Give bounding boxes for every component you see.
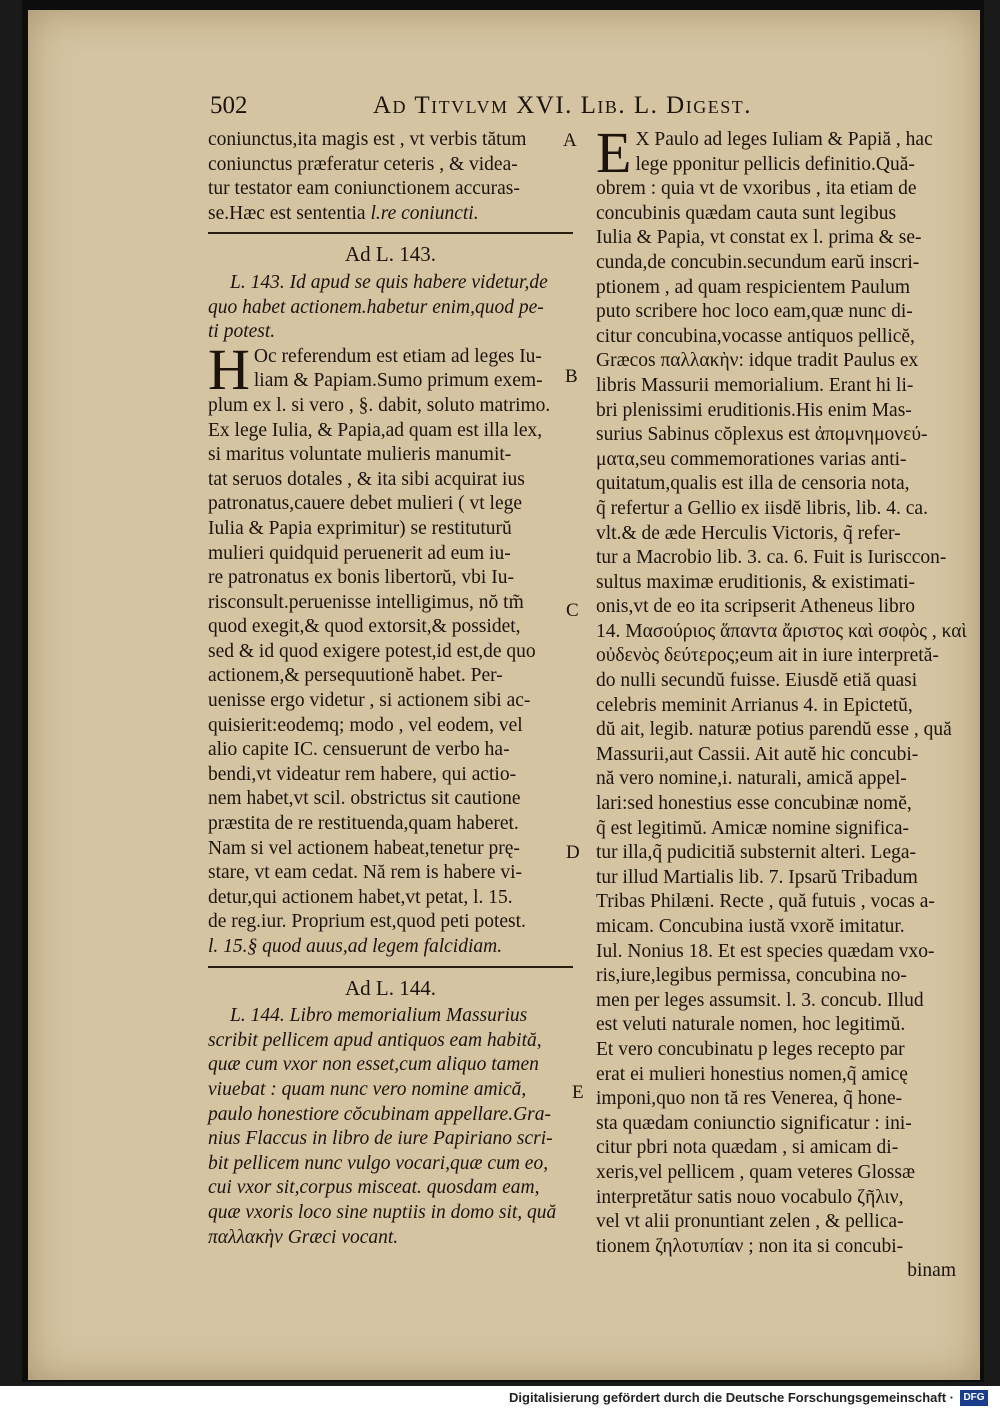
funding-notice: Digitalisierung gefördert durch die Deutsche Forschungsgemeinschaft · [509,1390,954,1405]
text-line: ris,iure,legibus permissa, concubina no- [596,965,907,987]
text-line: quisierit:eodemq; modo , vel eodem, vel [208,714,523,736]
text-line: bendi,vt videatur rem habere, qui actio- [208,763,517,785]
section-rule [208,966,573,968]
lemma-line: scribit pellicem apud antiquos eam habită, [208,1029,542,1051]
text-line: plum ex l. si vero , §. dabit, soluto matrimo. [208,394,551,416]
text-line: micam. Concubina iustă vxorĕ imitatur. [596,916,905,937]
text-line: l. 15.§ quod auus,ad legem falcidiam. [208,936,503,957]
lemma-line: paulo honestiore cŏcubinam appellare.Gra- [208,1103,552,1125]
text-line: puto scribere hoc loco eam,quæ nunc di- [596,301,913,323]
text-line: detur,qui actionem habet,vt petat, l. 15. [208,886,513,908]
text-line: bri plenissimi eruditionis.His enim Mas- [596,399,912,421]
text-line: ματα,seu commemorationes varias anti- [596,448,907,470]
text-line: concubinis quædam cauta sunt legibus [596,202,897,224]
dfg-logo: DFG [960,1390,988,1406]
text-line: οὐδενὸς δεύτερος;eum ait in iure interpretă- [596,645,939,667]
margin-letter-e: E [572,1082,584,1103]
book-page [28,10,980,1380]
section-heading-144: Ad L. 144. [345,975,436,1000]
text-line: sultus maximæ eruditionis, & existimati- [596,571,916,593]
lemma-line: quo habet actionem.habetur enim,quod pe- [208,296,544,318]
text-line: alio capite IC. censuerunt de verbo ha- [208,739,510,761]
text-line: quitatum,qualis est illa de censoria nota, [596,473,910,495]
text-line: actionem,& persequutionĕ habet. Per- [208,665,503,687]
text-line: do nulli secundŭ fuisse. Eiusdĕ etiă quasi [596,670,918,692]
text-line: vel vt alii pronuntiant zelen , & pellica- [596,1211,904,1233]
text-line: lari:sed honestius esse concubinæ nomĕ, [596,793,912,815]
text-line: Iulia & Papia, vt constat ex l. prima & se- [596,227,922,249]
lemma-line: quæ cum vxor non esset,cum aliquo tamen [208,1054,539,1076]
lemma-line: nius Flaccus in libro de iure Papiriano scri- [208,1128,553,1150]
text-line: coniunctus,ita magis est , vt verbis tătum [208,129,527,150]
text-line: q̃ est legitimŭ. Amicæ nomine significa- [596,817,910,839]
lemma-line: viuebat : quam nunc vero nomine amică, [208,1078,527,1100]
text-line: si maritus voluntate mulieris manumit- [208,444,512,466]
drop-cap: E [596,120,632,185]
text-line: lege pponitur pellicis definitio.Quă- [635,153,915,175]
text-line: liam & Papiam.Sumo primum exem- [253,370,543,392]
footer-bar [0,1386,1000,1412]
text-line: tur illud Martialis lib. 7. Ipsarŭ Tribadum [596,866,918,888]
lemma-line: cui vxor sit,corpus misceat. quosdam eam, [208,1177,540,1199]
text-line: cunda,de concubin.secundum earŭ inscri- [596,251,920,273]
lemma-line: quæ vxoris loco sine nuptiis in domo sit, quă [208,1201,557,1223]
text-line: surius Sabinus cŏplexus est ἀπομνημονεύ- [596,424,928,446]
text-line: mulieri quidquid peruenerit ad eum iu- [208,542,511,564]
text-line: Græcos παλλακὴν: idque tradit Paulus ex [596,350,919,372]
text-line: celebris meminit Arrianus 4. in Epictetŭ, [596,694,913,716]
text-line: libris Massurii memorialium. Erant hi li- [596,374,914,396]
text-line: stare, vt eam cedat. Nă rem is habere vi- [208,862,523,884]
text-line: se.Hæc est sententia l.re coniuncti. [208,202,479,224]
text-line: tat seruos dotales , & ita sibi acquirat ius [208,468,525,490]
text-line: vlt.& de æde Herculis Victoris, q̃ refer- [596,522,901,544]
text-line: X Paulo ad leges Iuliam & Papiă , hac [635,129,933,150]
text-line: Iulia & Papia exprimitur) se restituturŭ [208,517,512,539]
text-line: patronatus,cauere debet mulieri ( vt lege [208,493,523,515]
right-column [596,120,967,1284]
text-line: Oc referendum est etiam ad leges Iu- [253,345,542,367]
text-line: obrem : quia vt de vxoribus , ita etiam de [596,178,917,200]
text-line: citur pbri nota quædam , si amicam di- [596,1137,899,1159]
text-line: xeris,vel pellicem , quam veteres Glossæ [596,1161,915,1183]
lemma-line: bit pellicem nunc vulgo vocari,quæ cum eo, [208,1152,549,1174]
text-line: sta quædam coniunctio significatur : ini- [596,1112,912,1134]
text-line: imponi,quo non tă res Venerea, q̃ hone- [596,1088,903,1110]
text-line: sed & id quod exigere potest,id est,de quo [208,640,536,662]
text-line: dŭ ait, legib. naturæ potius parendŭ esse , quă [596,719,952,741]
text-line: Ex lege Iulia, & Papia,ad quam est illa lex, [208,419,543,441]
page-number: 502 [210,92,248,119]
text-line: tur a Macrobio lib. 3. ca. 6. Fuit is Iurisccon- [596,547,947,569]
text-line: Tribas Philæni. Recte , quă futuis , vocas a- [596,891,935,913]
margin-letter-a: A [563,130,577,151]
text-line: præstita de re restituenda,quam haberet. [208,813,519,835]
text-line: Iul. Nonius 18. Et est species quædam vxo- [596,940,935,962]
text-line: tur illa,q̃ pudicitiă substernit alteri. Lega- [596,842,917,864]
body-143 [208,336,573,960]
margin-letter-b: B [565,366,578,387]
section-heading-143: Ad L. 143. [345,242,436,267]
running-header [28,92,980,122]
text-line: 14. Μασούριος ἅπαντα ἄριστος καὶ σοφὸς , καὶ [596,620,967,642]
text-line: est veluti naturale nomen, hoc legitimŭ. [596,1014,906,1036]
margin-letter-c: C [566,600,579,621]
text-line: re patronatus ex bonis libertorŭ, vbi Iu- [208,567,514,589]
text-line: quod exegit,& quod extorsit,& possidet, [208,616,521,638]
text-line: nă vero nomine,i. naturali, amică appel- [596,768,907,790]
text-line: erat ei mulieri honestius nomen,q̃ amicę [596,1063,908,1085]
lemma-line: ti potest. [208,321,276,343]
lemma-line: L. 144. Libro memorialium Massurius [230,1005,528,1027]
text-line: uenisse ergo videtur , si actionem sibi ac- [208,690,531,712]
lemma-line: παλλακὴν Græci vocant. [208,1226,399,1248]
text-line: citur concubina,vocasse antiquos pellicĕ, [596,325,915,347]
text-line: tur testator eam coniunctionem accuras- [208,178,520,200]
catchword: binam [907,1260,956,1282]
margin-letter-d: D [566,842,580,863]
text-line: risconsult.peruenisse intelligimus, nŏ tm̃ [208,591,524,613]
text-line: Nam si vel actionem habeat,tenetur prę- [208,837,520,859]
text-line: de reg.iur. Proprium est,quod peti potest. [208,911,526,933]
text-line: nem habet,vt scil. obstrictus sit cautione [208,788,521,810]
text-line: tionem ζηλοτυπίαν ; non ita si concubi- [596,1235,904,1257]
drop-cap: H [208,336,250,402]
section-rule [208,232,573,234]
text-line: Massurii,aut Cassii. Ait autĕ hic concubi- [596,743,919,765]
text-line: ptionem , ad quam respicientem Paulum [596,276,911,298]
text-line: Et vero concubinatu p leges recepto par [596,1038,905,1060]
text-line: coniunctus præferatur ceteris , & videa- [208,153,518,175]
lemma-line: L. 143. Id apud se quis habere videtur,de [230,271,548,293]
text-line: interpretătur satis nouo vocabulo ζῆλιν, [596,1186,904,1208]
text-line: men per leges assumsit. l. 3. concub. Illud [596,989,924,1011]
left-column [208,128,573,1250]
running-title: Ad Titvlvm XVI. Lib. L. Digest. [373,92,752,119]
text-line: onis,vt de eo ita scripserit Atheneus libro [596,596,915,618]
text-line: q̃ refertur a Gellio ex iisdĕ libris, lib. 4. ca. [596,497,928,519]
